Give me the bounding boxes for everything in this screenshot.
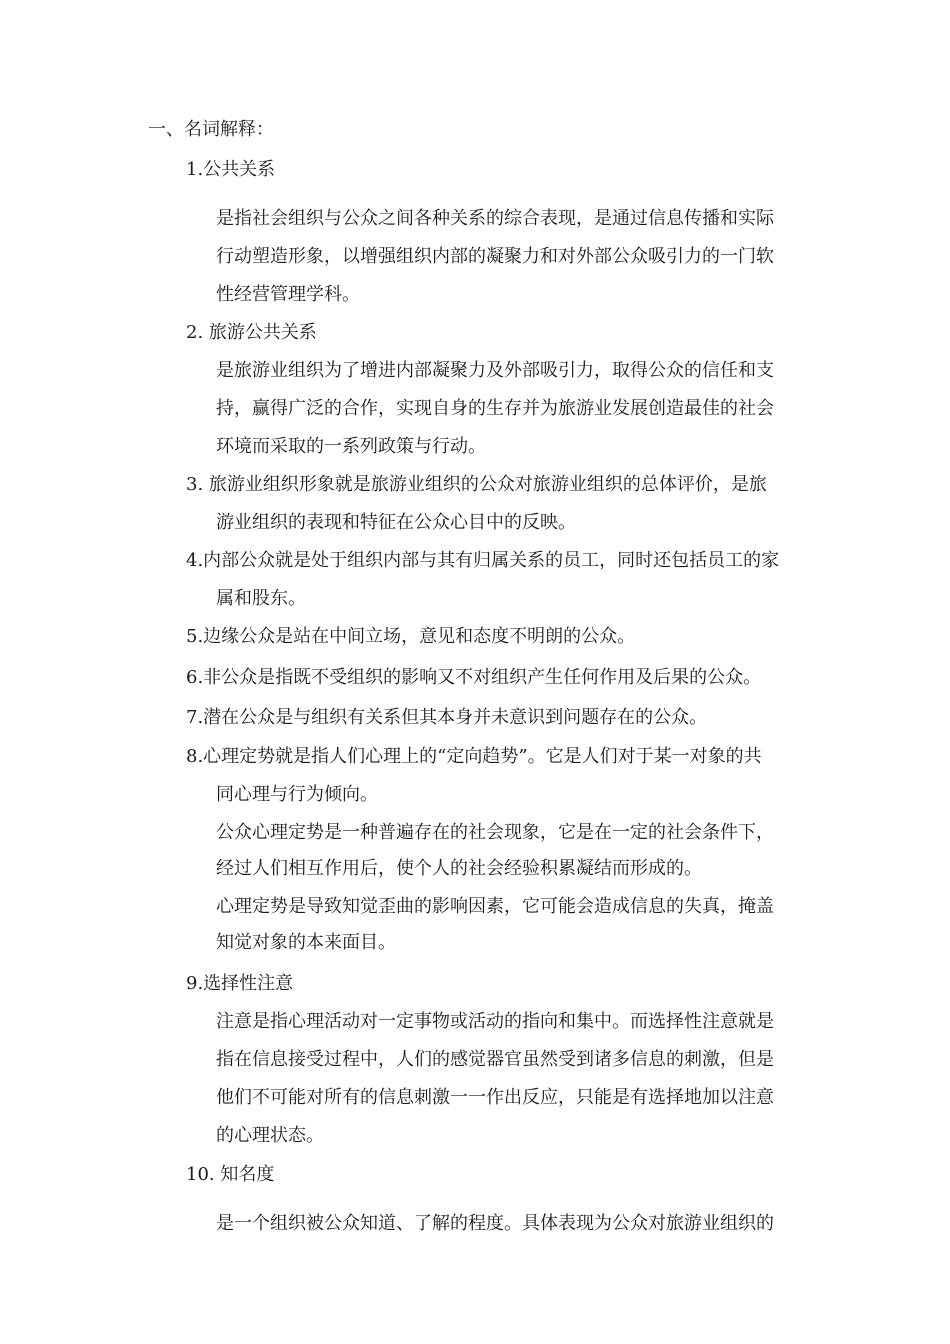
section-heading: 一、名词解释： xyxy=(148,119,274,140)
term-2-body-line: 持，赢得广泛的合作，实现自身的生存并为旅游业发展创造最佳的社会 xyxy=(216,398,774,419)
term-8-body-line: 同心理与行为倾向。 xyxy=(216,784,378,805)
term-9-body-line: 他们不可能对所有的信息刺激一一作出反应，只能是有选择地加以注意 xyxy=(216,1087,774,1108)
term-3-body-line: 游业组织的表现和特征在公众心目中的反映。 xyxy=(216,512,576,533)
term-9-body-line: 注意是指心理活动对一定事物或活动的指向和集中。而选择性注意就是 xyxy=(216,1011,774,1032)
term-8-body-line: 公众心理定势是一种普遍存在的社会现象，它是在一定的社会条件下， xyxy=(216,822,774,843)
term-4-body-line: 属和股东。 xyxy=(216,588,306,609)
term-5: 5.边缘公众是站在中间立场，意见和态度不明朗的公众。 xyxy=(186,626,636,647)
term-2: 2. 旅游公共关系 xyxy=(186,322,317,343)
term-1: 1.公共关系 xyxy=(186,159,276,180)
term-9-body-line: 的心理状态。 xyxy=(216,1125,324,1146)
term-1-body-line: 是指社会组织与公众之间各种关系的综合表现，是通过信息传播和实际 xyxy=(216,208,774,229)
term-3: 3. 旅游业组织形象就是旅游业组织的公众对旅游业组织的总体评价，是旅 xyxy=(186,474,767,495)
term-2-body-line: 环境而采取的一系列政策与行动。 xyxy=(216,436,486,457)
term-6: 6.非公众是指既不受组织的影响又不对组织产生任何作用及后果的公众。 xyxy=(186,667,762,688)
term-8: 8.心理定势就是指人们心理上的“定向趋势”。它是人们对于某一对象的共 xyxy=(186,746,762,767)
term-1-body-line: 性经营管理学科。 xyxy=(216,284,360,305)
term-8-body-line: 知觉对象的本来面目。 xyxy=(216,932,396,953)
term-4: 4.内部公众就是处于组织内部与其有归属关系的员工，同时还包括员工的家 xyxy=(186,550,780,571)
term-7: 7.潜在公众是与组织有关系但其本身并未意识到问题存在的公众。 xyxy=(186,707,708,728)
term-8-body-line: 心理定势是导致知觉歪曲的影响因素，它可能会造成信息的失真，掩盖 xyxy=(216,896,774,917)
term-10: 10. 知名度 xyxy=(186,1164,275,1185)
term-9: 9.选择性注意 xyxy=(186,973,294,994)
term-1-body-line: 行动塑造形象，以增强组织内部的凝聚力和对外部公众吸引力的一门软 xyxy=(216,246,774,267)
term-8-body-line: 经过人们相互作用后，使个人的社会经验积累凝结而形成的。 xyxy=(216,858,702,879)
term-10-body-line: 是一个组织被公众知道、了解的程度。具体表现为公众对旅游业组织的 xyxy=(216,1213,774,1234)
term-9-body-line: 指在信息接受过程中，人们的感觉器官虽然受到诸多信息的刺激，但是 xyxy=(216,1049,774,1070)
term-2-body-line: 是旅游业组织为了增进内部凝聚力及外部吸引力，取得公众的信任和支 xyxy=(216,360,774,381)
